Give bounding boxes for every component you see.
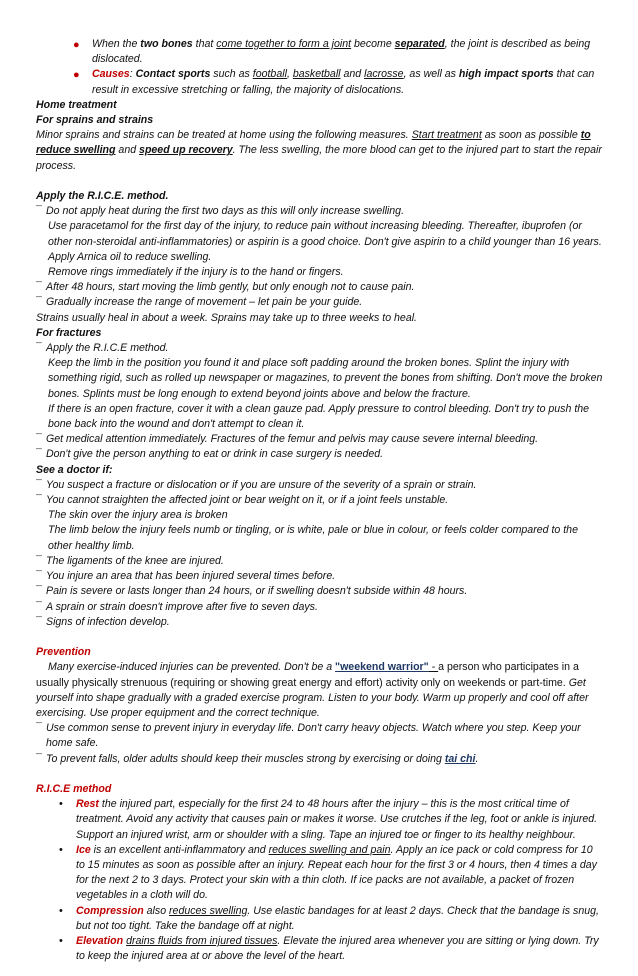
dash-icon: ¯: [36, 585, 42, 598]
dash-icon: ¯: [36, 722, 42, 735]
rest-bullet: • Rest the injured part, especially for the first 24 to 48 hours after the injury – this is the most critical time of treatment. Avoid any activity that causes pain or makes it worse. Use crutches if the leg, foot or ankle is injured. Support an injured wrist, arm or shoulder with a sling. Tape an injured toe or finger to its healthy neighbour.: [59, 798, 598, 841]
dash-icon: ¯: [36, 296, 42, 309]
link-speed-recovery[interactable]: speed up recovery: [139, 144, 233, 157]
list-item: Apply Arnica oil to reduce swelling.: [48, 250, 212, 263]
list-item: Use paracetamol for the first day of the injury, to reduce pain without increasing bleeding. Thereafter, ibuprofen (or other non-steroidal anti-inflammatories) or aspirin is a good choice. Don't give aspirin to a child younger than 16 years.: [48, 220, 602, 248]
list-item: ¯ Apply the R.I.C.E method.: [36, 341, 604, 356]
spacer: [36, 767, 604, 782]
list-item: The skin over the injury area is broken: [48, 509, 228, 522]
spacer: [36, 630, 604, 645]
link-drains-fluids[interactable]: drains fluids from injured tissues: [126, 934, 278, 947]
link-weekend-warrior[interactable]: "weekend warrior": [335, 661, 429, 674]
dash-icon: ¯: [36, 478, 42, 491]
dash-icon: ¯: [36, 281, 42, 294]
bullet-icon: •: [59, 934, 63, 947]
rice-apply-heading: Apply the R.I.C.E. method.: [36, 190, 169, 203]
dash-icon: ¯: [36, 205, 42, 218]
document-page: [36, 37, 604, 964]
list-item: ¯ You injure an area that has been injured several times before.: [36, 569, 604, 584]
dash-icon: ¯: [36, 752, 42, 765]
list-item: ¯ Gradually increase the range of movement – let pain be your guide.: [36, 295, 604, 310]
dash-icon: ¯: [36, 448, 42, 461]
spacer: [36, 174, 604, 189]
sprains-heading: For sprains and strains: [36, 114, 154, 127]
home-intro: Minor sprains and strains can be treated at home using the following measures. Start treatment as soon as possible to reduce swelling and speed up recovery. The less swelling, the more blood can get to the injured part to start the repair process.: [36, 129, 602, 172]
dash-icon: ¯: [36, 342, 42, 355]
bullet-icon: •: [59, 798, 63, 811]
list-item: Keep the limb in the position you found it and place soft padding around the broken bones. Splint the injury with something rigid, such as rolled up newspaper or magazines, to prevent the bones from shifting. Don't move the broken bones. Splints must be long enough to extend beyond joints above and below the fracture.: [48, 357, 603, 400]
list-item: ¯ You suspect a fracture or dislocation or if you are unsure of the severity of a sprain or strain.: [36, 478, 604, 493]
link-lacrosse[interactable]: lacrosse: [364, 68, 404, 81]
link-reduces-swelling-pain[interactable]: reduces swelling and pain: [268, 843, 391, 856]
see-doctor-heading: See a doctor if:: [36, 463, 113, 476]
list-item: ¯ A sprain or strain doesn't improve after five to seven days.: [36, 600, 604, 615]
link-tai-chi[interactable]: tai chi: [444, 752, 476, 765]
home-treatment-heading: Home treatment: [36, 98, 117, 111]
list-item: ¯ Signs of infection develop.: [36, 615, 604, 630]
dash-icon: ¯: [36, 494, 42, 507]
bullet-icon: •: [59, 843, 63, 856]
list-item: ¯ Pain is severe or lasts longer than 24 hours, or if swelling doesn't subside within 48 hours.: [36, 584, 604, 599]
link-basketball[interactable]: basketball: [292, 68, 341, 81]
list-item: Remove rings immediately if the injury is to the hand or fingers.: [48, 266, 344, 279]
link-separated[interactable]: separated: [394, 38, 445, 50]
list-item: ¯ To prevent falls, older adults should keep their muscles strong by exercising or doing tai chi.: [36, 752, 604, 767]
dash-icon: ¯: [36, 615, 42, 628]
dislocation-bullet: ● When the two bones that come together to form a joint become separated, the joint is described as being dislocated.: [73, 38, 591, 66]
ice-bullet: • Ice is an excellent anti-inflammatory and reduces swelling and pain. Apply an ice pack or cold compress for 10 to 15 minutes as soon as possible after an injury. Repeat each hour for the first 3 or 4 hours, then 4 times a day for the next 2 to 3 days. Protect your skin with a thin cloth. If ice packs are not available, a packet of frozen vegetables in a cloth will do.: [59, 843, 597, 902]
prevention-heading: Prevention: [36, 646, 91, 659]
link-joint[interactable]: come together to form a joint: [216, 38, 352, 50]
list-item: ¯ Don't give the person anything to eat or drink in case surgery is needed.: [36, 447, 604, 462]
dash-icon: ¯: [36, 554, 42, 567]
red-bullet-icon: ●: [73, 69, 80, 82]
list-item: ¯ After 48 hours, start moving the limb gently, but only enough not to cause pain.: [36, 280, 604, 295]
red-bullet-icon: ●: [73, 39, 80, 51]
fractures-heading: For fractures: [36, 326, 102, 339]
list-item: Strains usually heal in about a week. Sprains may take up to three weeks to heal.: [36, 311, 418, 324]
link-reduces-swelling[interactable]: reduces swelling: [169, 904, 248, 917]
dash-icon: ¯: [36, 600, 42, 613]
list-item: ¯ Get medical attention immediately. Fractures of the femur and pelvis may cause severe internal bleeding.: [36, 432, 604, 447]
compression-bullet: • Compression also reduces swelling. Use elastic bandages for at least 2 days. Check that the bandage is snug, but not too tight. Take the bandage off at night.: [59, 904, 599, 932]
rice-method-heading: R.I.C.E method: [36, 782, 112, 795]
list-item: ¯ You cannot straighten the affected joint or bear weight on it, or if a joint feels unstable.: [36, 493, 604, 508]
list-item: The limb below the injury feels numb or tingling, or is white, pale or blue in colour, or feels colder compared to the other healthy limb.: [48, 524, 578, 552]
list-item: ¯ Do not apply heat during the first two days as this will only increase swelling.: [36, 204, 604, 219]
elevation-bullet: • Elevation drains fluids from injured tissues. Elevate the injured area whenever you are sitting or lying down. Try to keep the injured area at or above the level of the heart.: [59, 934, 599, 963]
prevention-paragraph: Many exercise-induced injuries can be prevented. Don't be a "weekend warrior" - a person who participates in a usually physically strenuous (requiring or showing great energy and effort) activity only on weekends or part-time. Get yourself into shape gradually with a graded exercise program. Listen to your body. Warm up properly and cool off after exercising. Use proper equipment and the correct technique.: [36, 661, 589, 719]
bullet-icon: •: [59, 904, 63, 917]
link-start-treatment[interactable]: Start treatment: [411, 129, 482, 142]
dash-icon: ¯: [36, 570, 42, 583]
list-item: ¯ The ligaments of the knee are injured.: [36, 554, 604, 569]
link-reduce-swelling[interactable]: to reduce swelling: [36, 129, 591, 157]
causes-bullet: ● Causes: Contact sports such as football, basketball and lacrosse, as well as high impact sports that can result in excessive stretching or falling, the majority of dislocations.: [73, 68, 595, 96]
list-item: ¯ Use common sense to prevent injury in everyday life. Don't carry heavy objects. Watch where you step. Keep your home safe.: [36, 722, 581, 750]
list-item: If there is an open fracture, cover it with a clean gauze pad. Apply pressure to control bleeding. Don't try to push the bone back into the wound and don't attempt to clean it.: [48, 402, 590, 431]
dash-icon: ¯: [36, 433, 42, 446]
link-football[interactable]: football: [252, 68, 287, 81]
